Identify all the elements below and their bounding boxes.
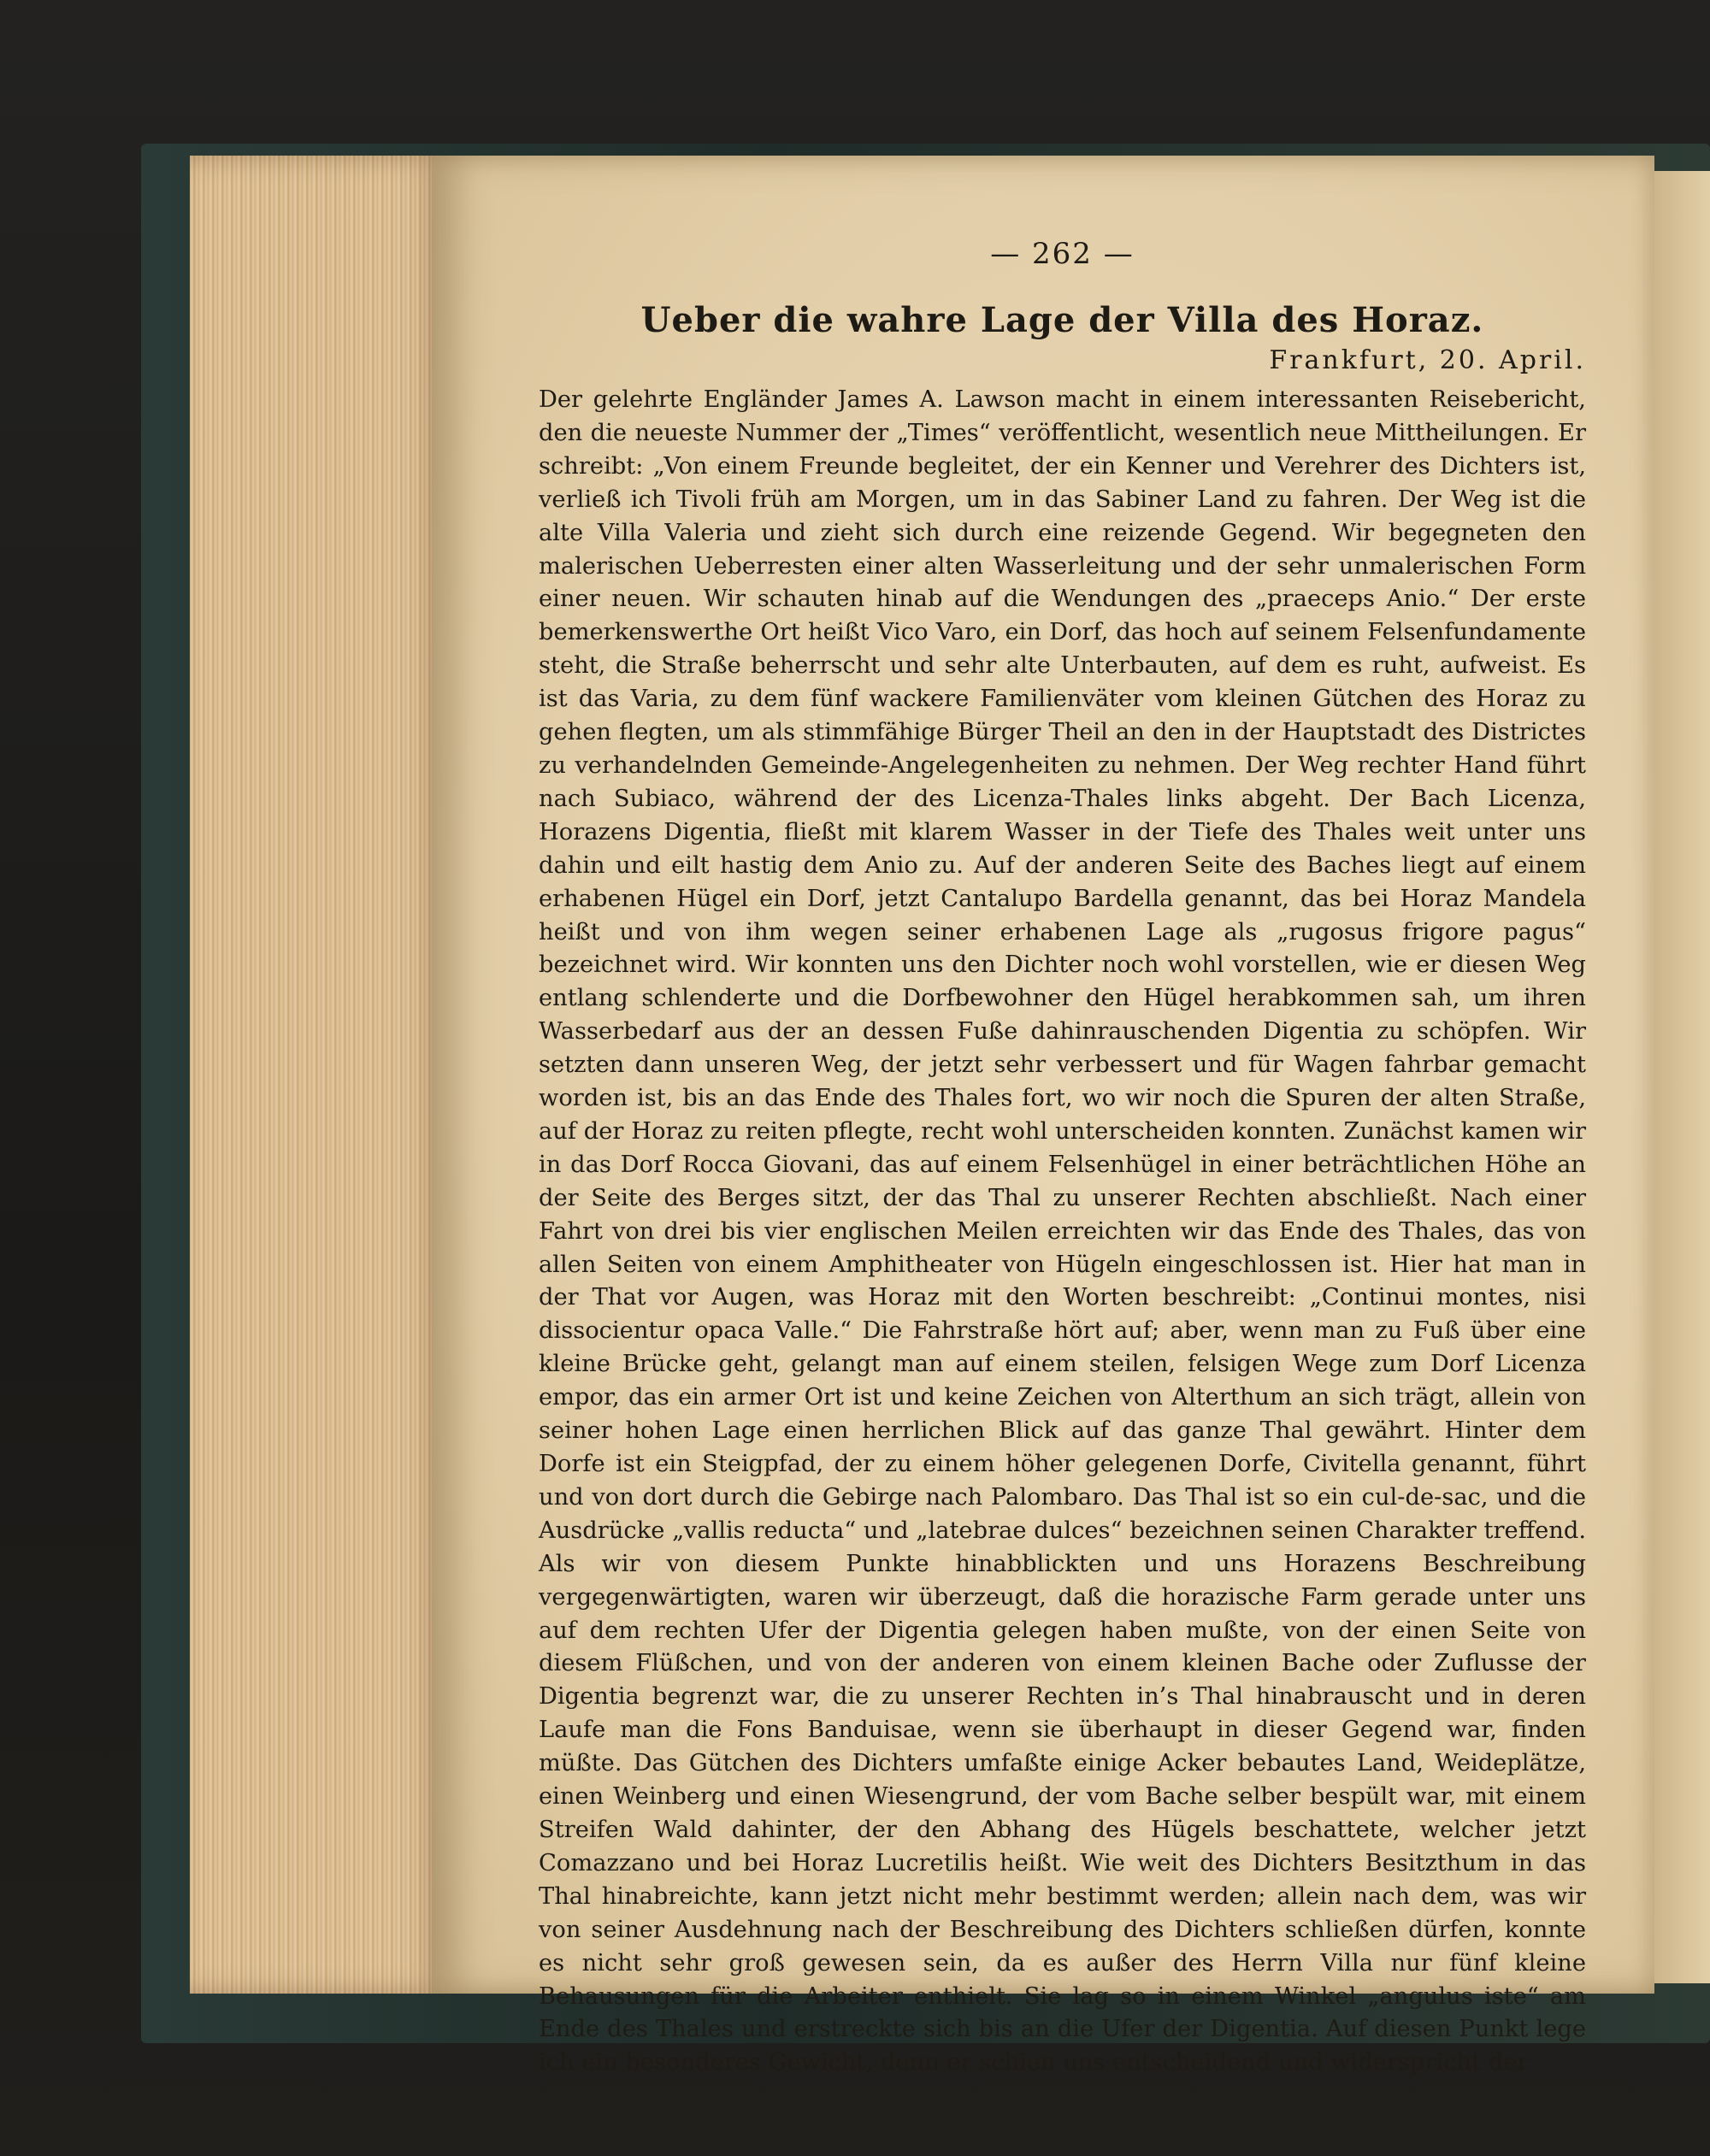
article-body: Der gelehrte Engländer James A. Lawson macht in einem interessanten Reisebericht, den die neueste Nummer der „Times“ veröffentlicht, wesentlich neue Mittheilungen. Er schreibt: „Von einem Freunde begleitet, der ein Kenner und Verehrer des Dichters ist, verließ ich Tivoli früh am Morgen, um in das Sabiner Land zu fahren. Der Weg ist die alte Villa Valeria und zieht sich durch eine reizende Gegend. Wir begegneten den malerischen Ueberresten einer alten Wasserleitung und der sehr unmalerischen Form einer neuen. Wir schauten hinab auf die Wendungen des „praeceps Anio.“ Der erste bemerkenswerthe Ort heißt Vico Varo, ein Dorf, das hoch auf seinem Felsenfundamente steht, die Straße beherrscht und sehr alte Unterbauten, auf dem es ruht, aufweist. Es ist das Varia, zu dem fünf wackere Familienväter vom kleinen Gütchen des Horaz zu gehen flegten, um als stimmfähige Bürger Theil an den in der Hauptstadt des Districtes zu verhandelnden Gemeinde-Angelegenheiten zu nehmen. Der Weg rechter Hand führt nach Subiaco, während der des Licenza-Thales links abgeht. Der Bach Licenza, Horazens Digentia, fließt mit klarem Wasser in der Tiefe des Thales weit unter uns dahin und eilt hastig dem Anio zu. Auf der anderen Seite des Baches liegt auf einem erhabenen Hügel ein Dorf, jetzt Cantalupo Bardella genannt, das bei Horaz Mandela heißt und von ihm wegen seiner erhabenen Lage als „rugosus frigore pagus“ bezeichnet wird. Wir konnten uns den Dichter noch wohl vorstellen, wie er diesen Weg entlang schlenderte und die Dorfbewohner den Hügel herabkommen sah, um ihren Wasserbedarf aus der an dessen Fuße dahinrauschenden Digentia zu schöpfen. Wir setzten dann unseren Weg, der jetzt sehr verbessert und für Wagen fahrbar gemacht worden ist, bis an das Ende des Thales fort, wo wir noch die Spuren der alten Straße, auf der Horaz zu reiten pflegte, recht wohl unterscheiden konnten. Zunächst kamen wir in das Dorf Rocca Giovani, das auf einem Felsenhügel in einer beträchtlichen Höhe an der Seite des Berges sitzt, der das Thal zu unserer Rechten abschließt. Nach einer Fahrt von drei bis vier englischen Meilen erreichten wir das Ende des Thales, das von allen Seiten von einem Amphitheater von Hügeln eingeschlossen ist. Hier hat man in der That vor Augen, was Horaz mit den Worten beschreibt: „Continui montes, nisi dissocientur opaca Valle.“ Die Fahrstraße hört auf; aber, wenn man zu Fuß über eine kleine Brücke geht, gelangt man auf einem steilen, felsigen Wege zum Dorf Licenza empor, das ein armer Ort ist und keine Zeichen von Alterthum an sich trägt, allein von seiner hohen Lage einen herrlichen Blick auf das ganze Thal gewährt. Hinter dem Dorfe ist ein Steigpfad, der zu einem höher gelegenen Dorfe, Civitella genannt, führt und von dort durch die Gebirge nach Palombaro. Das Thal ist so ein cul-de-sac, und die Ausdrücke „vallis reducta“ und „latebrae dulces“ bezeichnen seinen Charakter treffend. Als wir von diesem Punkte hinabblickten und uns Horazens Beschreibung vergegenwärtigten, waren wir überzeugt, daß die horazische Farm gerade unter uns auf dem rechten Ufer der Digentia gelegen haben mußte, von der einen Seite von diesem Flüßchen, und von der anderen von einem kleinen Bache oder Zuflusse der Digentia begrenzt war, die zu unserer Rechten in’s Thal hinabrauscht und in deren Laufe man die Fons Banduisae, wenn sie überhaupt in dieser Gegend war, finden müßte. Das Gütchen des Dichters umfaßte einige Acker bebautes Land, Weideplätze, einen Weinberg und einen Wiesengrund, der vom Bache selber bespült war, mit einem Streifen Wald dahinter, der den Abhang des Hügels beschattete, welcher jetzt Comazzano und bei Horaz Lucretilis heißt. Wie weit des Dichters Besitzthum in das Thal hinabreichte, kann jetzt nicht mehr bestimmt werden; allein nach dem, was wir von seiner Ausdehnung nach der Beschreibung des Dichters schließen dürfen, konnte es nicht sehr groß gewesen sein, da es außer des Herrn Villa nur fünf kleine Behausungen für die Arbeiter enthielt. Sie lag so in einem Winkel „angulus iste“ am Ende des Thales und erstreckte sich bis an die Ufer der Digentia. Auf diesen Punkt lege ich ein besonderes Gewicht, denn er schien uns entscheidend und widerspricht der — [539, 386, 1586, 2076]
facing-page-edge — [1654, 171, 1710, 1983]
book-page — [432, 156, 1654, 2076]
page-number: — 262 — — [990, 237, 1135, 271]
page-text-block — [539, 237, 1586, 2080]
article-headline: Ueber die wahre Lage der Villa des Horaz. — [640, 300, 1484, 340]
page-edges — [190, 156, 446, 1994]
article-dateline: Frankfurt, 20. April. — [1269, 345, 1586, 375]
